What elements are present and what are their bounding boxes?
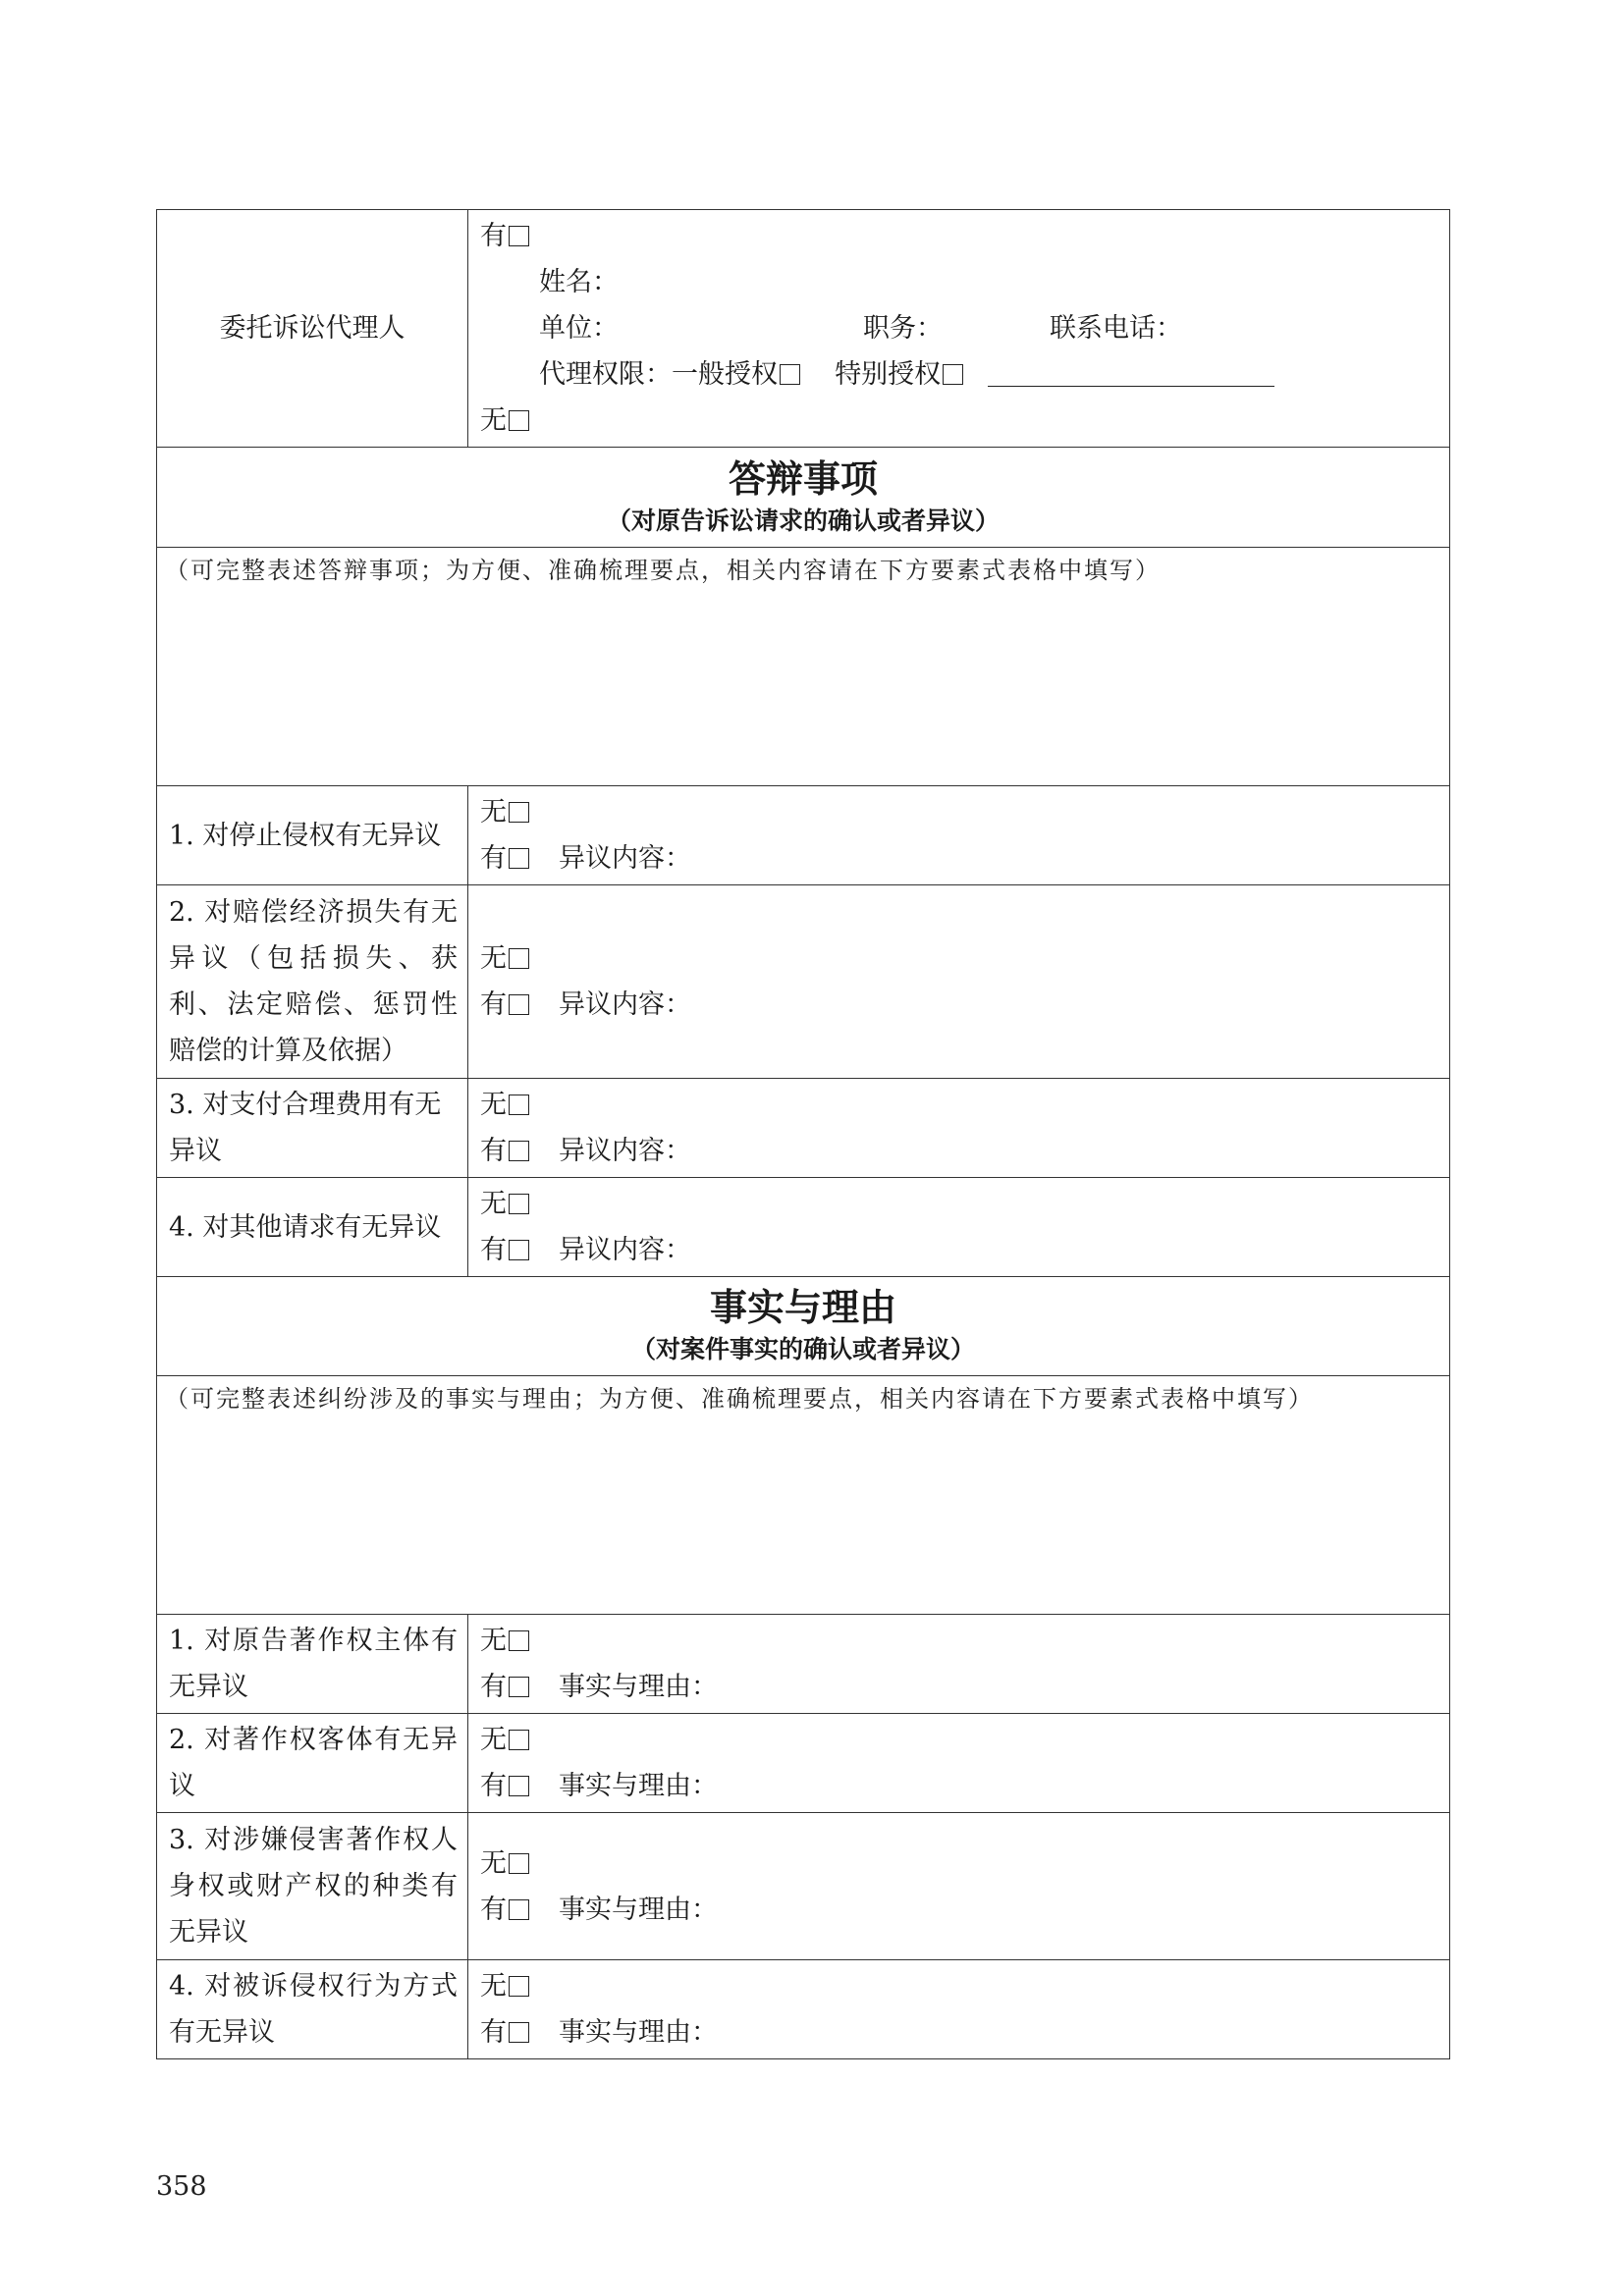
objection-content-label: 异议内容：	[559, 989, 691, 1020]
defense-row-options	[468, 885, 1450, 1079]
defense-row-label: 3. 对支付合理费用有无异议	[157, 1079, 468, 1178]
has-objection-checkbox[interactable]	[509, 1240, 529, 1260]
defense-free-text-area[interactable]	[157, 548, 1450, 786]
agent-name-field[interactable]	[480, 259, 1437, 305]
facts-row-label: 2. 对著作权客体有无异议	[157, 1714, 468, 1813]
no-objection-label: 无	[480, 1626, 507, 1656]
page-number: 358	[156, 2171, 207, 2202]
special-authority-blank[interactable]	[988, 386, 1274, 387]
facts-reason-label: 事实与理由：	[559, 1894, 718, 1925]
facts-row-4	[157, 1960, 1450, 2059]
no-objection-checkbox[interactable]	[509, 802, 529, 823]
no-objection-checkbox[interactable]	[509, 1095, 529, 1115]
facts-row-label: 1. 对原告著作权主体有无异议	[157, 1615, 468, 1714]
no-objection-label: 无	[480, 1090, 507, 1120]
facts-row-options	[468, 1813, 1450, 1960]
no-objection-label: 无	[480, 1847, 507, 1879]
defense-row-1	[157, 786, 1450, 885]
has-objection-label: 有	[480, 1136, 507, 1166]
has-objection-checkbox[interactable]	[509, 2022, 529, 2043]
defense-row-label: 4. 对其他请求有无异议	[157, 1178, 468, 1277]
defense-header	[157, 448, 1450, 548]
facts-row-label: 3. 对涉嫌侵害著作权人身权或财产权的种类有无异议	[157, 1813, 468, 1960]
defense-row-options	[468, 1178, 1450, 1277]
agent-none-checkbox[interactable]	[509, 410, 529, 431]
defense-title: 答辩事项	[728, 456, 878, 501]
no-objection-checkbox[interactable]	[509, 1194, 529, 1214]
agent-phone-field[interactable]	[1050, 313, 1182, 344]
agent-name-label: 姓名：	[539, 267, 619, 297]
agent-position-label: 职务：	[863, 313, 943, 344]
facts-row-3	[157, 1813, 1450, 1960]
defense-free-text-row	[157, 548, 1450, 786]
agent-unit-label: 单位：	[539, 313, 619, 344]
has-objection-checkbox[interactable]	[509, 1899, 529, 1920]
has-objection-checkbox[interactable]	[509, 1776, 529, 1796]
defense-row-4	[157, 1178, 1450, 1277]
facts-note: （可完整表述纠纷涉及的事实与理由；为方便、准确梳理要点，相关内容请在下方要素式表格中填写）	[165, 1385, 1314, 1413]
facts-header-row	[157, 1277, 1450, 1376]
special-authority-label: 特别授权	[835, 359, 942, 390]
no-objection-checkbox[interactable]	[509, 1730, 529, 1750]
general-authority-checkbox[interactable]	[780, 364, 800, 385]
defense-form-table	[156, 209, 1450, 2059]
facts-row-options	[468, 1960, 1450, 2059]
agent-phone-label: 联系电话：	[1050, 313, 1182, 344]
defense-subtitle: （对原告诉讼请求的确认或者异议）	[606, 506, 1000, 535]
defense-row-3	[157, 1079, 1450, 1178]
facts-free-text-row	[157, 1376, 1450, 1615]
has-objection-label: 有	[480, 1672, 507, 1702]
defense-row-label: 1. 对停止侵权有无异议	[157, 786, 468, 885]
defense-row-options	[468, 786, 1450, 885]
objection-content-label: 异议内容：	[559, 1235, 691, 1265]
has-objection-checkbox[interactable]	[509, 1141, 529, 1161]
facts-reason-label: 事实与理由：	[559, 2017, 718, 2048]
defense-note: （可完整表述答辩事项；为方便、准确梳理要点，相关内容请在下方要素式表格中填写）	[165, 557, 1161, 584]
no-objection-checkbox[interactable]	[509, 948, 529, 969]
has-objection-checkbox[interactable]	[509, 848, 529, 869]
defense-row-label: 2. 对赔偿经济损失有无异议（包括损失、获利、法定赔偿、惩罚性赔偿的计算及依据）	[157, 885, 468, 1079]
agent-label: 委托诉讼代理人	[157, 210, 468, 448]
has-objection-label: 有	[480, 1894, 507, 1925]
agent-has-checkbox[interactable]	[509, 226, 529, 246]
no-objection-checkbox[interactable]	[509, 1853, 529, 1874]
facts-reason-label: 事实与理由：	[559, 1771, 718, 1801]
has-objection-label: 有	[480, 2017, 507, 2048]
has-objection-label: 有	[480, 843, 507, 874]
no-objection-label: 无	[480, 943, 507, 974]
agent-has-label: 有	[480, 221, 507, 251]
facts-row-2	[157, 1714, 1450, 1813]
has-objection-label: 有	[480, 1235, 507, 1265]
facts-row-label: 4. 对被诉侵权行为方式有无异议	[157, 1960, 468, 2059]
has-objection-checkbox[interactable]	[509, 1677, 529, 1697]
no-objection-label: 无	[480, 1971, 507, 2002]
facts-row-1	[157, 1615, 1450, 1714]
agent-position-field[interactable]	[863, 305, 1050, 351]
has-objection-label: 有	[480, 1771, 507, 1801]
defense-row-options	[468, 1079, 1450, 1178]
no-objection-label: 无	[480, 1189, 507, 1219]
facts-title: 事实与理由	[709, 1286, 896, 1329]
agent-none-label: 无	[480, 405, 507, 436]
objection-content-label: 异议内容：	[559, 843, 691, 874]
no-objection-label: 无	[480, 1725, 507, 1755]
facts-reason-label: 事实与理由：	[559, 1672, 718, 1702]
special-authority-checkbox[interactable]	[943, 364, 963, 385]
agent-row	[157, 210, 1450, 448]
no-objection-checkbox[interactable]	[509, 1976, 529, 1997]
agent-authority-label: 代理权限：一般授权	[539, 359, 778, 390]
facts-subtitle: （对案件事实的确认或者异议）	[630, 1335, 975, 1363]
no-objection-label: 无	[480, 797, 507, 828]
agent-options	[468, 210, 1450, 448]
facts-header	[157, 1277, 1450, 1376]
objection-content-label: 异议内容：	[559, 1136, 691, 1166]
has-objection-checkbox[interactable]	[509, 994, 529, 1015]
no-objection-checkbox[interactable]	[509, 1630, 529, 1651]
facts-row-options	[468, 1615, 1450, 1714]
defense-header-row	[157, 448, 1450, 548]
agent-unit-field[interactable]	[539, 305, 863, 351]
facts-row-options	[468, 1714, 1450, 1813]
defense-row-2	[157, 885, 1450, 1079]
has-objection-label: 有	[480, 989, 507, 1020]
facts-free-text-area[interactable]	[157, 1376, 1450, 1615]
